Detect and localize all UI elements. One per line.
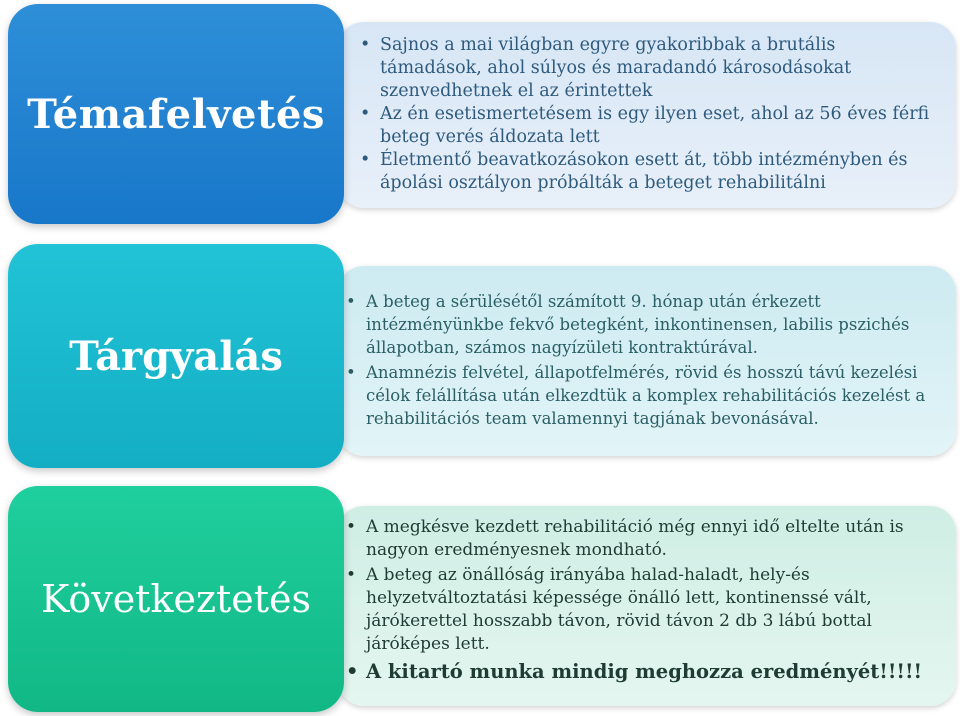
section-topic-bullets bbox=[356, 34, 936, 195]
section-discussion-title bbox=[8, 244, 344, 468]
bullet-icon: • bbox=[346, 517, 357, 537]
bullet-icon: • bbox=[360, 35, 371, 55]
bullet-item: • A megkésve kezdett rehabilitáció még ennyi idő eltelte után is nagyon eredményesnek mondható. bbox=[346, 517, 904, 560]
section-discussion-title-text: Tárgyalás bbox=[69, 332, 283, 380]
bullet-icon: • bbox=[360, 104, 371, 124]
bullet-item: • Sajnos a mai világban egyre gyakoribbak a brutális támadások, ahol súlyos és maradandó károsodásokat szenvedhetnek el az érintettek bbox=[360, 35, 852, 101]
bullet-icon: • bbox=[346, 565, 357, 585]
section-conclusion-title-text: Következtetés bbox=[40, 577, 312, 621]
section-topic-title bbox=[8, 4, 344, 224]
bullet-item: • Az én esetismertetésem is egy ilyen eset, ahol az 56 éves férfi beteg verés áldozata lett bbox=[360, 104, 930, 147]
section-conclusion-title bbox=[8, 486, 344, 712]
bullet-icon: • bbox=[346, 660, 359, 683]
bullet-item: • A beteg az önállóság irányába halad-haladt, hely-és helyzetváltoztatási képessége önálló lett, kontinenssé vált, járókerettel hosszabb távon, rövid távon 2 db 3 lábú bottal járóképes lett. bbox=[346, 565, 872, 654]
bullet-icon: • bbox=[360, 150, 371, 170]
bullet-icon: • bbox=[346, 363, 356, 382]
bullet-item: • A beteg a sérülésétől számított 9. hónap után érkezett intézményünkbe fekvő betegként, inkontinensen, labilis pszichés állapotban, számos nagyízületi kontraktúrával. bbox=[346, 292, 910, 357]
bullet-item-emphasis: • A kitartó munka mindig meghozza eredményét!!!!! bbox=[342, 658, 942, 686]
section-discussion-bullets bbox=[342, 290, 942, 430]
section-conclusion-bullets bbox=[342, 516, 942, 686]
bullet-icon: • bbox=[346, 292, 356, 311]
bullet-item: • Életmentő beavatkozásokon esett át, több intézményben és ápolási osztályon próbálták a beteget rehabilitálni bbox=[360, 150, 908, 193]
bullet-item: • Anamnézis felvétel, állapotfelmérés, rövid és hosszú távú kezelési célok felállítása után elkezdtük a komplex rehabilitációs kezelést a rehabilitációs team valamennyi tagjának bevonásával. bbox=[346, 363, 926, 428]
section-topic-title-text: Témafelvetés bbox=[27, 90, 325, 138]
